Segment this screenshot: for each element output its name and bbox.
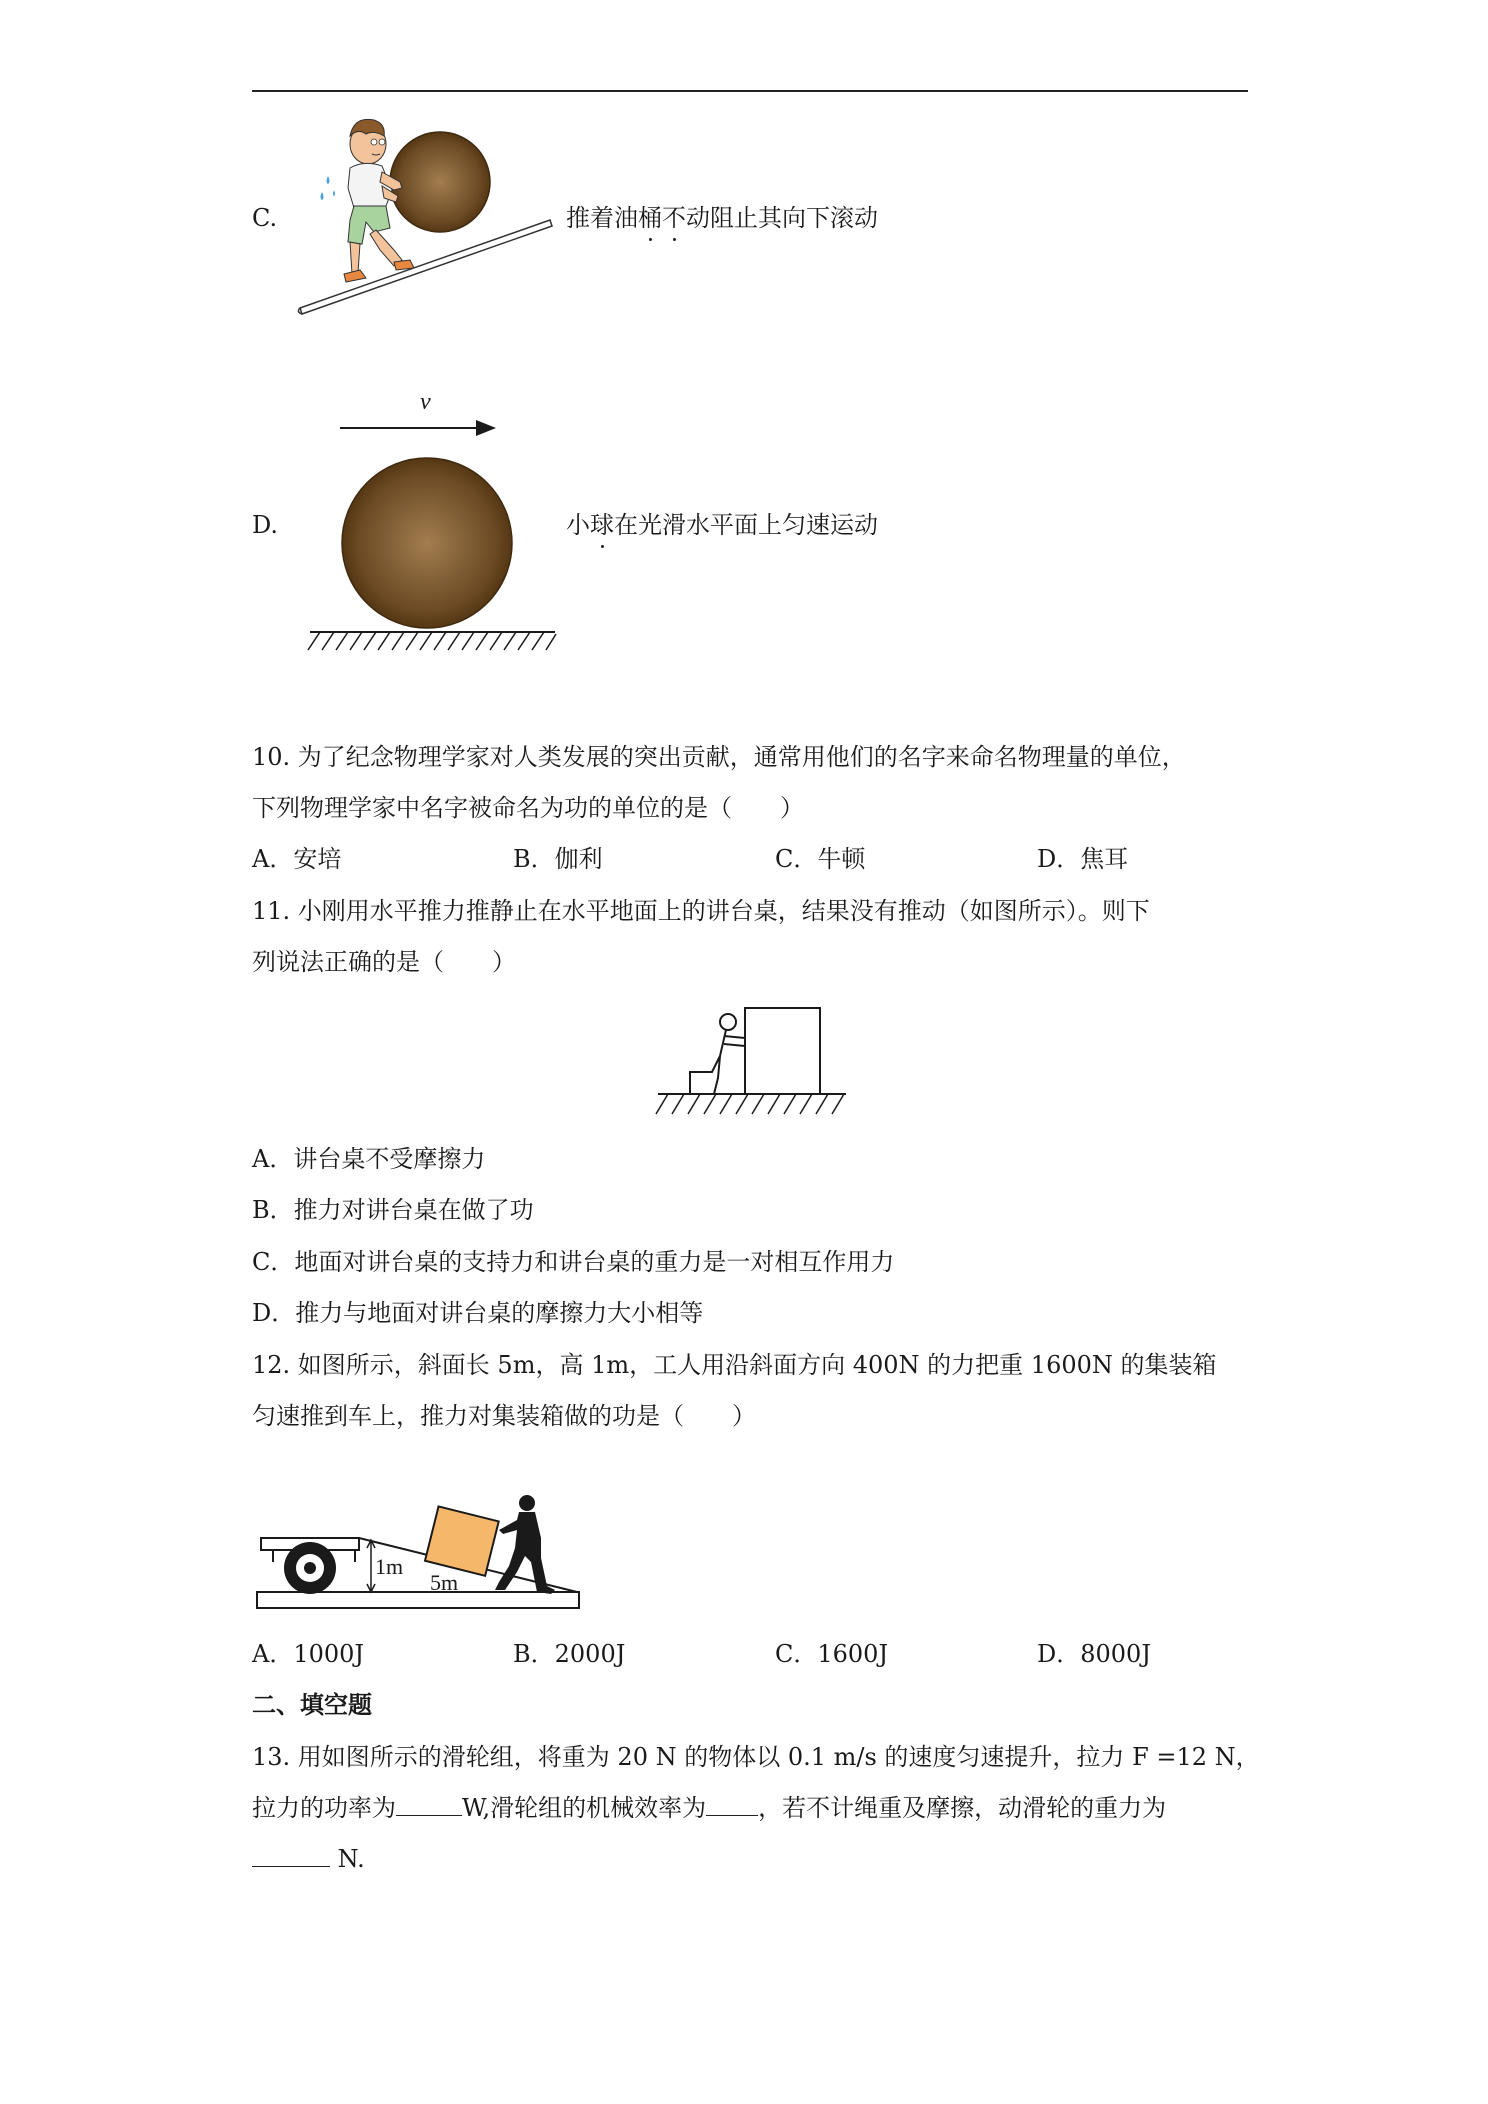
q11-option-a: A．讲台桌不受摩擦力 [252, 1145, 486, 1173]
section-title-fill-in: 二、填空题 [252, 1691, 372, 1719]
ground-hatching [308, 632, 556, 650]
q12-option-a: A．1000J [252, 1640, 365, 1668]
blank-efficiency[interactable] [706, 1793, 758, 1816]
crate [425, 1506, 499, 1575]
option-d-text: 小球在光滑水平面上匀速运动 [566, 511, 878, 539]
q13-line1: 13. 用如图所示的滑轮组，将重为 20 N 的物体以 0.1 m/s 的速度匀速提升，拉力 F =12 N， [252, 1743, 1260, 1771]
q11-option-c: C．地面对讲台桌的支持力和讲台桌的重力是一对相互作用力 [252, 1248, 895, 1276]
blank-power[interactable] [396, 1793, 462, 1816]
blank-pulley-weight[interactable] [252, 1844, 330, 1867]
truck-ramp-crate-figure [255, 1490, 585, 1620]
q12-option-b: B．2000J [513, 1640, 626, 1668]
option-d-letter: D. [252, 511, 279, 539]
q11-option-b: B．推力对讲台桌在做了功 [252, 1196, 534, 1224]
q10-option-c: C．牛顿 [775, 845, 866, 873]
desk [745, 1008, 820, 1094]
length-label: 5m [430, 1570, 459, 1595]
option-c-letter: C. [252, 204, 278, 232]
height-label: 1m [375, 1554, 404, 1579]
header-rule [252, 90, 1248, 92]
ball [342, 458, 512, 628]
stick-person [690, 1014, 745, 1094]
q12-option-c: C．1600J [775, 1640, 889, 1668]
ground-slab [257, 1592, 579, 1608]
q11-line2: 列说法正确的是（ ） [252, 948, 516, 976]
ball-on-smooth-surface-figure [300, 385, 560, 655]
q10-line2: 下列物理学家中名字被命名为功的单位的是（ ） [252, 794, 804, 822]
q12-line1: 12. 如图所示，斜面长 5m，高 1m，工人用沿斜面方向 400N 的力把重 1600N 的集装箱 [252, 1351, 1217, 1379]
q11-option-d: D．推力与地面对讲台桌的摩擦力大小相等 [252, 1299, 704, 1327]
q11-line1: 11. 小刚用水平推力推静止在水平地面上的讲台桌，结果没有推动（如图所示）。则下 [252, 897, 1150, 925]
q12-option-d: D．8000J [1037, 1640, 1151, 1668]
option-c-text: 推着油桶不动阻止其向下滚动 [566, 204, 878, 232]
q10-line1: 10. 为了纪念物理学家对人类发展的突出贡献，通常用他们的名字来命名物理量的单位， [252, 743, 1186, 771]
q10-option-a: A．安培 [252, 845, 342, 873]
barrel-c [390, 132, 490, 232]
q10-option-b: B．伽利 [513, 845, 603, 873]
q13-line2: 拉力的功率为 W,滑轮组的机械效率为 ，若不计绳重及摩擦，动滑轮的重力为 [252, 1794, 1167, 1822]
q13-line3: N. [252, 1843, 365, 1875]
q10-option-d: D．焦耳 [1037, 845, 1129, 873]
q12-line2: 匀速推到车上，推力对集装箱做的功是（ ） [252, 1402, 756, 1430]
velocity-label: v [420, 389, 431, 415]
ground-hatching [656, 1094, 844, 1114]
boy-pushing-barrel-figure [290, 110, 560, 325]
person-pushing-desk-figure [650, 1000, 850, 1128]
